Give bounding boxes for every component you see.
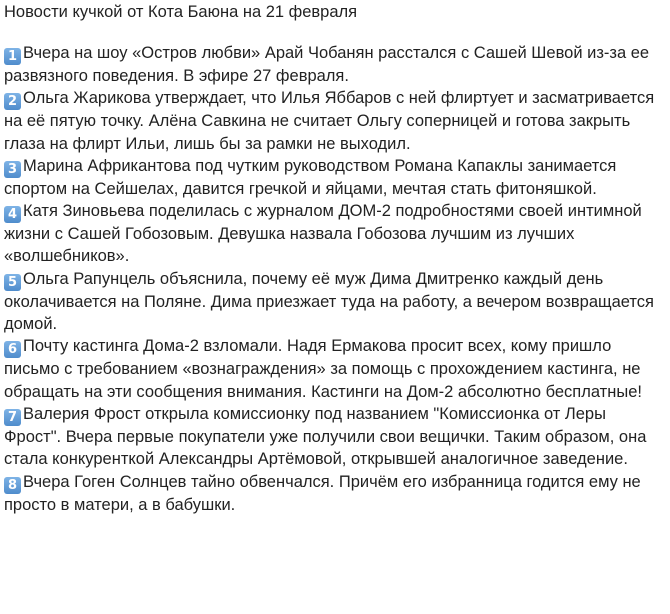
news-item-text: Валерия Фрост открыла комиссионку под названием "Комиссионка от Леры Фрост". Вчера первые покупатели уже получили свои вещички. Таким образом, она стала конкуренткой Александры Артёмовой, открывшей аналогичное заведение. xyxy=(4,404,647,469)
number-3-icon: 3 xyxy=(4,161,21,178)
news-item-text: Почту кастинга Дома-2 взломали. Надя Ермакова просит всех, кому пришло письмо с требованием «вознаграждения» за помощь с прохождением кастинга, не обращать на эти сообщения внимания. Кастинги на Дом-2 абсолютно бесплатные! xyxy=(4,337,642,401)
news-item-5 xyxy=(4,268,664,336)
news-item-3 xyxy=(4,155,664,200)
article-title: Новости кучкой от Кота Баюна на 21 февраля xyxy=(4,3,358,21)
number-2-icon: 2 xyxy=(4,93,21,110)
number-6-icon: 6 xyxy=(4,341,21,358)
news-item-text: Ольга Жарикова утверждает, что Илья Яббаров с ней флиртует и засматривается на её пятую точку. Алёна Савкина не считает Ольгу соперницей и готова закрыть глаза на флирт Ильи, лишь бы за рамки не выходил. xyxy=(4,89,655,153)
news-item-text: Катя Зиновьева поделилась с журналом ДОМ-2 подробностями своей интимной жизни с Сашей Гобозовым. Девушка назвала Гобозова лучшим из лучших «волшебников». xyxy=(4,202,642,266)
news-item-7 xyxy=(4,403,664,471)
number-7-icon: 7 xyxy=(4,409,21,426)
news-item-text: Вчера на шоу «Остров любви» Арай Чобанян расстался с Сашей Шевой из-за ее развязного поведения. В эфире 27 февраля. xyxy=(4,44,650,85)
number-4-icon: 4 xyxy=(4,206,21,223)
number-1-icon: 1 xyxy=(4,48,21,65)
news-list xyxy=(4,42,664,516)
news-item-text: Вчера Гоген Солнцев тайно обвенчался. Причём его избранница годится ему не просто в матери, а в бабушки. xyxy=(4,472,641,514)
news-item-8 xyxy=(4,471,664,516)
number-8-icon: 8 xyxy=(4,477,21,494)
news-item-text: Марина Африкантова под чутким руководством Романа Капаклы занимается спортом на Сейшелах, давится гречкой и яйцами, мечтая стать фитоняшкой. xyxy=(4,156,617,198)
news-item-4 xyxy=(4,200,664,268)
number-5-icon: 5 xyxy=(4,274,21,291)
news-item-text: Ольга Рапунцель объяснила, почему её муж Дима Дмитренко каждый день околачивается на Поляне. Дима приезжает туда на работу, а вечером возвращается домой. xyxy=(4,269,654,334)
news-item-2 xyxy=(4,87,664,155)
news-item-6 xyxy=(4,335,664,403)
news-item-1 xyxy=(4,42,664,87)
